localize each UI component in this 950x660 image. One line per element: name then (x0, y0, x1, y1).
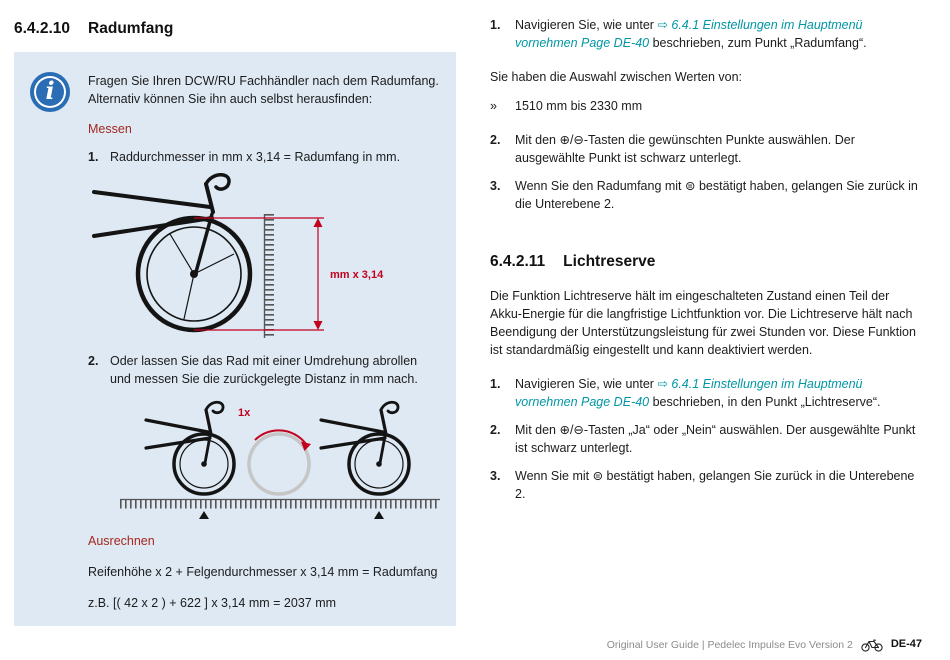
step-text: Mit den ⊕/⊖-Tasten „Ja“ oder „Nein“ auswählen. Der ausgewählte Punkt ist schwarz unterlegt. (515, 423, 916, 456)
right-column (490, 16, 922, 626)
step-number: 3. (490, 179, 501, 193)
step-number: 1. (88, 150, 99, 165)
diameter-formula-label: mm x 3,14 (330, 269, 384, 282)
wheel-diameter-diagram (92, 170, 412, 342)
dimension-arrow-bottom (314, 321, 323, 330)
one-revolution-label: 1x (238, 407, 251, 420)
ausrechnen-heading: Ausrechnen (88, 534, 155, 549)
radumfang-step-3 (490, 177, 922, 213)
guillemet-bullet: » (490, 99, 497, 113)
step-text (515, 16, 922, 52)
messen-heading: Messen (88, 122, 132, 137)
wheel-rollout-diagram (92, 392, 452, 520)
section-number: 6.4.2.10 (14, 20, 71, 37)
start-marker (199, 511, 209, 519)
formula-example: z.B. [( 42 x 2 ) + 622 ] x 3,14 mm = 2037 mm (88, 596, 337, 611)
left-column (14, 16, 456, 626)
step-text-pre: Navigieren Sie, wie unter (515, 377, 658, 392)
choice-range-value: 1510 mm bis 2330 mm (515, 99, 643, 113)
info-icon (30, 72, 70, 112)
radumfang-step-2 (490, 131, 922, 167)
step-text: Wenn Sie mit ⊜ bestätigt haben, gelangen Sie zurück in die Unterebene 2. (515, 469, 915, 502)
infobox-intro: Fragen Sie Ihren DCW/RU Fachhändler nach dem Radumfang. Alternativ können Sie ihn auch selbst herausfinden: (88, 74, 439, 107)
step-number: 1. (490, 18, 501, 32)
bike-left (146, 403, 234, 495)
section-heading-radumfang (14, 18, 456, 40)
infobox-step-2 (88, 352, 440, 388)
bike-handlebar (206, 175, 229, 189)
bike-frame-tube (94, 192, 210, 207)
bike-right (321, 403, 409, 495)
step-text: Raddurchmesser in mm x 3,14 = Radumfang in mm. (110, 150, 401, 165)
lichtreserve-step-2 (490, 421, 922, 457)
info-box-content (88, 52, 440, 612)
step-text (515, 375, 922, 411)
step-text-post: beschrieben, zum Punkt „Radumfang“. (649, 36, 867, 50)
step-number: 2. (88, 354, 99, 369)
page-footer (607, 637, 922, 653)
section-heading-lichtreserve (490, 251, 922, 273)
infobox-step-1 (88, 148, 440, 166)
bicycle-icon (861, 639, 883, 652)
step-text-pre: Navigieren Sie, wie unter (515, 18, 658, 32)
section-title: Lichtreserve (563, 253, 656, 270)
lichtreserve-step-3 (490, 467, 922, 503)
section-number: 6.4.2.11 (490, 253, 546, 270)
cross-reference-link-radumfang[interactable]: ⇨ 6.4.1 Einstellungen im Hauptmenü vornehmen Page DE-40 (515, 18, 863, 50)
lichtreserve-step-1 (490, 375, 922, 411)
radumfang-step-1 (490, 16, 922, 52)
step-text: Oder lassen Sie das Rad mit einer Umdrehung abrollen und messen Sie die zurückgelegte Distanz in mm nach. (110, 354, 418, 387)
choice-range-item (490, 97, 922, 115)
step-text-post: beschrieben, in den Punkt „Lichtreserve“. (649, 395, 881, 410)
info-box (14, 52, 456, 626)
section-title: Radumfang (88, 20, 174, 37)
step-number: 3. (490, 469, 501, 484)
formula-text: Reifenhöhe x 2 + Felgendurchmesser x 3,14 mm = Radumfang (88, 565, 438, 580)
choice-intro: Sie haben die Auswahl zwischen Werten von: (490, 70, 743, 84)
footer-source: Original User Guide | Pedelec Impulse Evo Version 2 (606, 638, 853, 651)
lichtreserve-intro: Die Funktion Lichtreserve hält im eingeschalteten Zustand einen Teil der Akku-Energie für die langfristige Lichtfunktion vor. Die Lichtreserve hält nach Beendigung der Unterstützungsleistung für zwei Stunden vor. Diese Funktion ist standardmäßig eingestellt und kann deaktiviert werden. (490, 289, 916, 358)
step-number: 2. (490, 133, 501, 147)
step-text: Wenn Sie den Radumfang mit ⊜ bestätigt haben, gelangen Sie zurück in die Unterebene 2. (515, 179, 918, 211)
cross-reference-link-lichtreserve[interactable]: ⇨ 6.4.1 Einstellungen im Hauptmenü vornehmen Page DE-40 (515, 377, 863, 410)
end-marker (374, 511, 384, 519)
step-number: 2. (490, 423, 501, 438)
dimension-arrow-top (314, 218, 323, 227)
dimension-lines (194, 218, 324, 330)
ghost-wheel (249, 434, 309, 494)
step-number: 1. (490, 377, 501, 392)
footer-page-number: DE-47 (890, 638, 922, 651)
step-text: Mit den ⊕/⊖-Tasten die gewünschten Punkte auswählen. Der ausgewählte Punkt ist schwarz unterlegt. (515, 133, 855, 165)
bike-fork (196, 214, 212, 272)
info-icon-glyph: i (45, 76, 55, 106)
